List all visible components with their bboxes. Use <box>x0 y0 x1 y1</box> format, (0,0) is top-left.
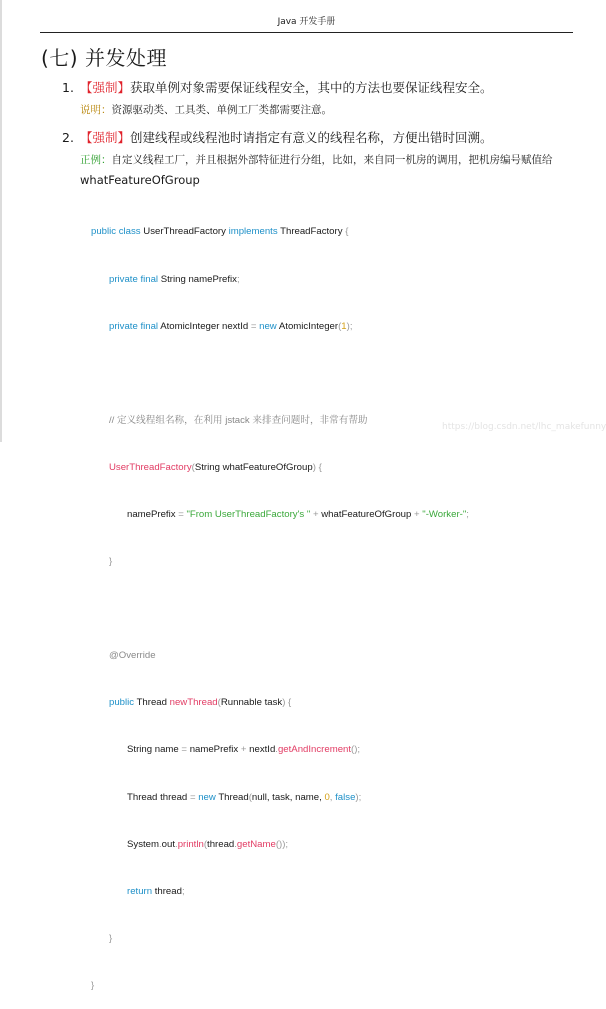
code-punct: ; <box>181 885 185 897</box>
page-header: Java 开发手册 <box>277 17 336 27</box>
code-text: whatFeatureOfGroup <box>321 508 415 520</box>
code-punct: ); <box>355 791 362 803</box>
note-separator: ： <box>101 154 112 166</box>
note-separator: ： <box>101 104 112 116</box>
code-punct: ( <box>338 320 342 332</box>
mandatory-tag: 【强制】 <box>80 80 131 95</box>
code-keyword: new <box>198 791 219 803</box>
rule-2 <box>62 128 493 146</box>
code-punct: ; <box>236 273 240 285</box>
code-punct: = <box>189 791 199 803</box>
code-text: Thread <box>136 697 170 709</box>
code-punct: . <box>275 744 278 756</box>
code-text: namePrefix <box>127 508 179 520</box>
code-text: Thread thread <box>127 791 190 803</box>
code-keyword: false <box>335 791 356 803</box>
code-keyword: new <box>259 320 279 332</box>
code-keyword: return <box>127 885 155 897</box>
code-punct: ) { <box>282 697 292 709</box>
code-punct: (); <box>351 744 361 756</box>
code-punct: = <box>250 320 260 332</box>
code-function: getName <box>236 838 276 850</box>
rule-number: 2. <box>62 130 74 145</box>
code-line <box>91 319 469 335</box>
code-punct: . <box>159 838 162 850</box>
code-punct: ()); <box>275 838 289 850</box>
code-keyword: public class <box>91 226 144 238</box>
code-line-blank <box>91 601 469 617</box>
code-line <box>91 790 469 806</box>
rule-1 <box>62 78 493 96</box>
code-punct: ); <box>346 320 353 332</box>
code-number: 1 <box>341 320 347 332</box>
code-punct: } <box>91 979 95 991</box>
code-line <box>91 837 469 853</box>
code-punct: } <box>109 556 113 568</box>
code-text: namePrefix <box>189 744 241 756</box>
code-line <box>91 648 469 664</box>
code-punct: ( <box>203 838 208 850</box>
rule-1-note <box>80 102 332 117</box>
code-text: String name <box>127 744 182 756</box>
code-annotation: @Override <box>109 650 156 662</box>
code-string: "From UserThreadFactory's " <box>186 508 313 520</box>
note-continuation: whatFeatureOfGroup <box>80 173 200 187</box>
rule-2-note <box>80 152 553 167</box>
code-punct: = <box>178 508 187 520</box>
code-punct: + <box>312 508 322 520</box>
code-block <box>91 193 469 1009</box>
code-line-blank <box>91 366 469 382</box>
note-text: 自定义线程工厂，并且根据外部特征进行分组，比如，来自同一机房的调用，把机房编号赋值给 <box>111 154 553 166</box>
code-keyword: public <box>109 697 137 709</box>
code-line <box>91 460 469 476</box>
rule-number: 1. <box>62 80 74 95</box>
code-punct: { <box>345 226 349 238</box>
code-punct: ( <box>248 791 252 803</box>
code-interface: ThreadFactory <box>280 226 346 238</box>
code-function: newThread <box>169 697 218 709</box>
code-line <box>91 413 469 429</box>
code-line <box>91 224 469 240</box>
code-keyword: private final <box>109 273 161 285</box>
code-line <box>91 978 469 994</box>
note-label: 正例 <box>80 154 101 166</box>
code-text: Runnable task <box>220 697 283 709</box>
code-text: thread <box>154 885 182 897</box>
header-divider <box>40 32 573 33</box>
code-text: null, task, name, <box>251 791 325 803</box>
code-function: UserThreadFactory <box>109 461 192 473</box>
code-punct: + <box>414 508 423 520</box>
code-text: out <box>161 838 176 850</box>
code-line <box>91 554 469 570</box>
code-function: println <box>177 838 204 850</box>
code-punct: } <box>109 932 113 944</box>
code-punct: ; <box>466 508 469 520</box>
code-line <box>91 931 469 947</box>
code-line <box>91 742 469 758</box>
section-title: (七) 并发处理 <box>41 46 167 70</box>
code-punct: ) { <box>312 461 322 473</box>
code-keyword: implements <box>228 226 281 238</box>
rule-text: 创建线程或线程池时请指定有意义的线程名称，方便出错时回溯。 <box>130 130 493 145</box>
code-punct: . <box>234 838 237 850</box>
code-text: String whatFeatureOfGroup <box>194 461 313 473</box>
code-text: nextId <box>249 744 276 756</box>
code-text: System <box>127 838 159 850</box>
code-line <box>91 272 469 288</box>
code-line <box>91 507 469 523</box>
code-punct: + <box>240 744 250 756</box>
code-text: thread <box>207 838 235 850</box>
code-function: getAndIncrement <box>277 744 352 756</box>
code-text: AtomicInteger nextId <box>160 320 251 332</box>
code-line <box>91 695 469 711</box>
code-punct: . <box>175 838 178 850</box>
code-keyword: private final <box>109 320 161 332</box>
code-text: AtomicInteger <box>278 320 339 332</box>
code-number: 0 <box>324 791 330 803</box>
code-comment: // 定义线程组名称，在利用 jstack 来排查问题时，非常有帮助 <box>109 414 368 426</box>
note-text: 资源驱动类、工具类、单例工厂类都需要注意。 <box>111 104 332 116</box>
code-text: String namePrefix <box>160 273 237 285</box>
code-string: "-Worker-" <box>422 508 467 520</box>
page-left-edge <box>0 0 2 442</box>
mandatory-tag: 【强制】 <box>80 130 131 145</box>
watermark: https://blog.csdn.net/lhc_makefunny <box>442 422 606 432</box>
code-punct: ( <box>191 461 195 473</box>
rule-text: 获取单例对象需要保证线程安全，其中的方法也要保证线程安全。 <box>130 80 493 95</box>
code-line <box>91 884 469 900</box>
code-punct: ( <box>217 697 221 709</box>
code-class-name: UserThreadFactory <box>143 226 229 238</box>
note-label: 说明 <box>80 104 101 116</box>
code-text: Thread <box>218 791 249 803</box>
code-punct: = <box>181 744 190 756</box>
code-punct: , <box>329 791 336 803</box>
